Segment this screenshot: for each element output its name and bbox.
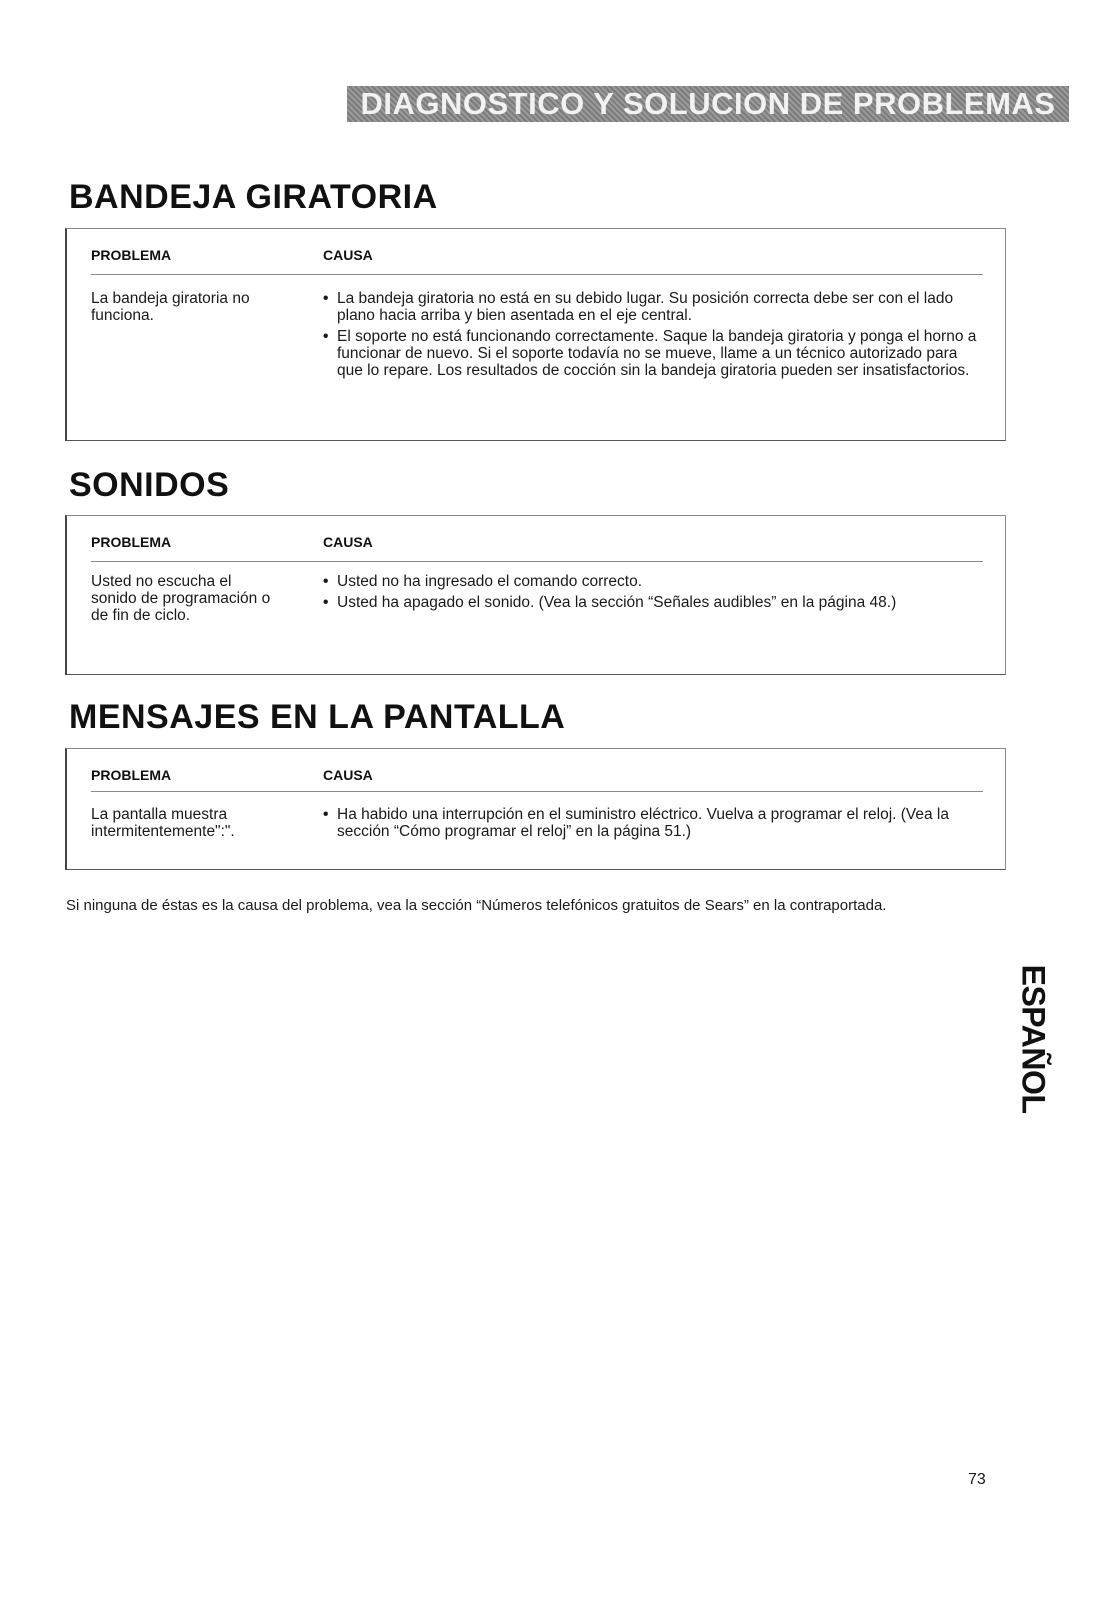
problem-text: La bandeja giratoria no funciona.	[91, 290, 250, 324]
cause-item: • El soporte no está funcionando correctamente. Saque la bandeja giratoria y ponga el horno a funcionar de nuevo. Si el soporte todavía no se mueve, llame a un técnico autorizado para que lo repare. Los resultados de cocción sin la bandeja giratoria pueden ser insatisfactorios.	[323, 328, 983, 379]
header-divider	[91, 561, 983, 562]
problem-column-header: PROBLEMA	[91, 247, 172, 263]
problem-text: Usted no escucha el sonido de programación o de fin de ciclo.	[91, 573, 271, 624]
footnote-text: Si ninguna de éstas es la causa del problema, vea la sección “Números telefónicos gratuitos de Sears” en la contraportada.	[66, 897, 887, 914]
language-label: ESPAÑOL	[1015, 964, 1052, 1114]
cause-column-header: CAUSA	[323, 767, 373, 783]
problem-column-header: PROBLEMA	[91, 534, 172, 550]
trouble-table-sonidos	[65, 515, 1006, 675]
section-banner: DIAGNOSTICO Y SOLUCION DE PROBLEMAS	[347, 86, 1069, 122]
cause-list	[323, 290, 983, 383]
cause-list	[323, 806, 983, 844]
cause-item: • Usted ha apagado el sonido. (Vea la sección “Señales audibles” en la página 48.)	[323, 594, 983, 611]
section-title-bandeja: BANDEJA GIRATORIA	[69, 178, 438, 216]
section-title-mensajes: MENSAJES EN LA PANTALLA	[69, 698, 566, 736]
cause-item: • La bandeja giratoria no está en su debido lugar. Su posición correcta debe ser con el lado plano hacia arriba y bien asentada en el eje central.	[323, 290, 983, 324]
cause-column-header: CAUSA	[323, 534, 373, 550]
problem-text: La pantalla muestra intermitentemente":".	[91, 806, 235, 840]
header-divider	[91, 791, 983, 792]
trouble-table-bandeja	[65, 228, 1006, 441]
language-side-tab	[1014, 934, 1052, 1144]
header-divider	[91, 274, 983, 275]
section-title-sonidos: SONIDOS	[69, 466, 230, 504]
cause-item: • Usted no ha ingresado el comando correcto.	[323, 573, 983, 590]
cause-item: • Ha habido una interrupción en el suministro eléctrico. Vuelva a programar el reloj. (Vea la sección “Cómo programar el reloj” en la página 51.)	[323, 806, 983, 840]
problem-column-header: PROBLEMA	[91, 767, 172, 783]
trouble-table-mensajes	[65, 748, 1006, 870]
cause-column-header: CAUSA	[323, 247, 373, 263]
page-number: 73	[968, 1471, 986, 1488]
cause-list	[323, 573, 983, 615]
